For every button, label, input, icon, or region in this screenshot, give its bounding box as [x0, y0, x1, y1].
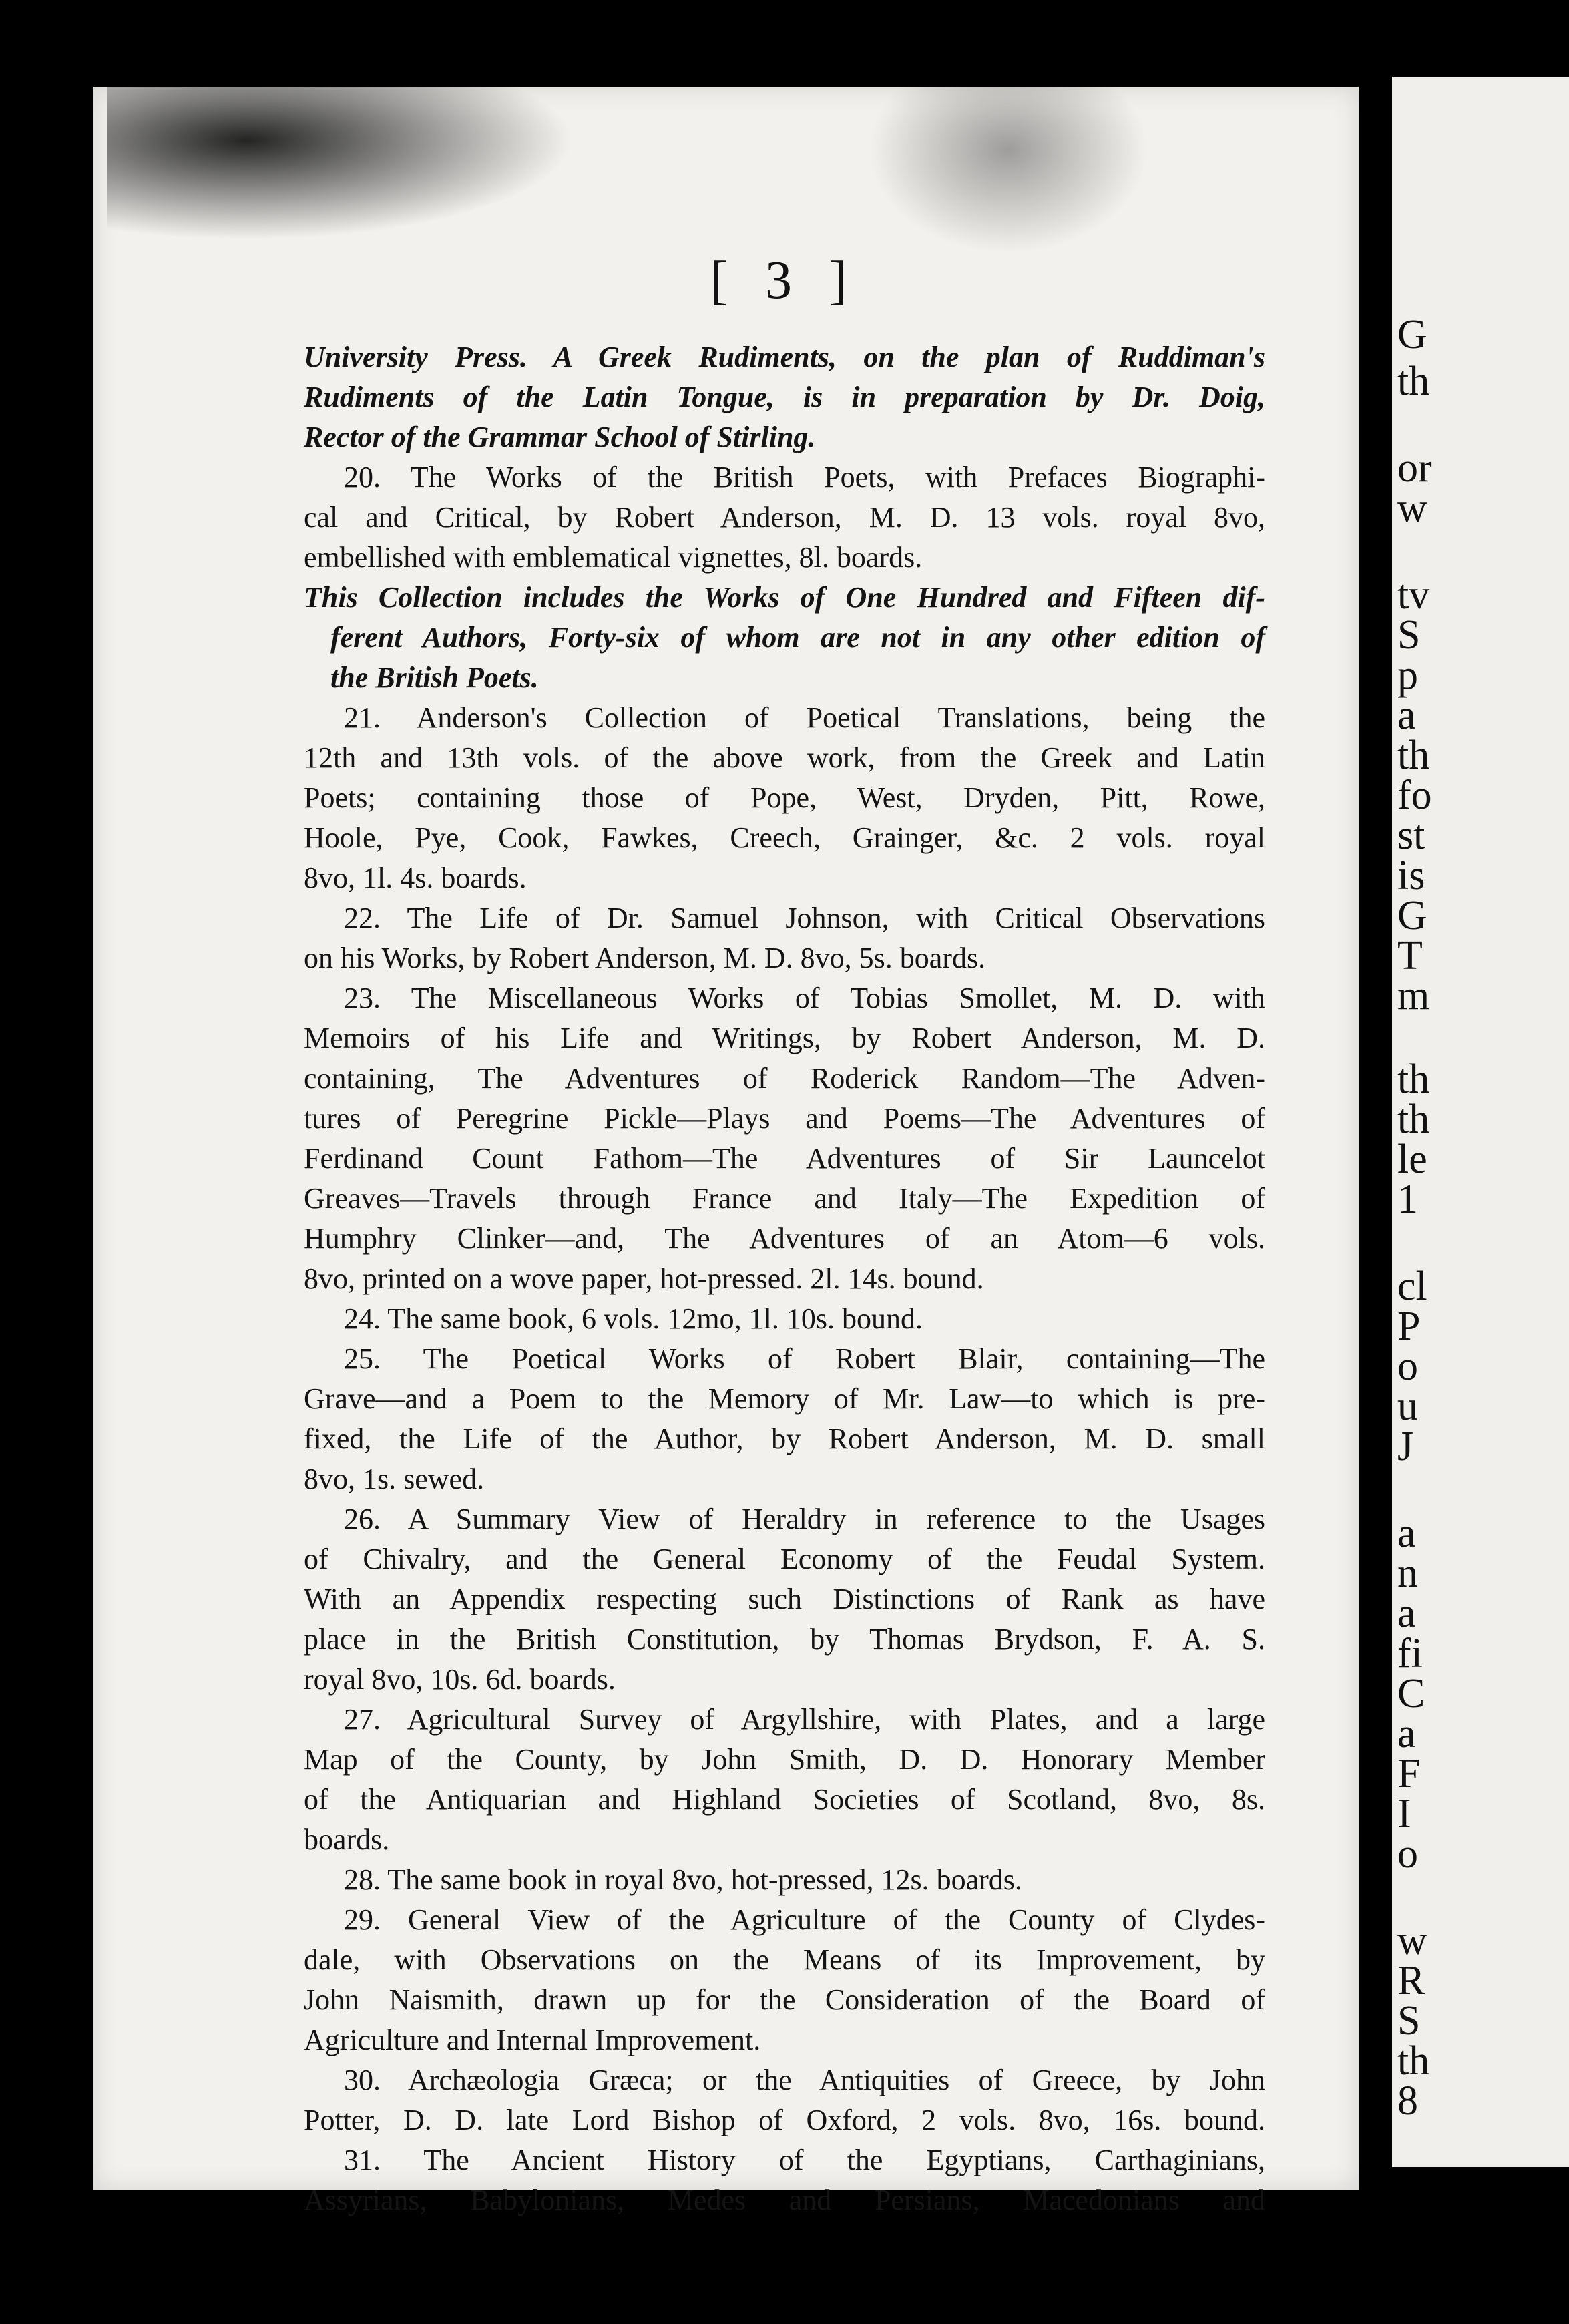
facing-page-fragment: le — [1397, 1137, 1427, 1182]
text-line: This Collection includes the Works of One Hundred and Fifteen dif- — [304, 581, 1265, 614]
text-line: boards. — [304, 1823, 390, 1856]
text-line: 23. The Miscellaneous Works of Tobias Smollet, M. D. with — [344, 982, 1265, 1014]
text-line: 28. The same book in royal 8vo, hot-pressed, 12s. boards. — [344, 1863, 1022, 1896]
facing-page-fragment: a — [1397, 1711, 1416, 1756]
text-line: place in the British Constitution, by Thomas Brydson, F. A. S. — [304, 1623, 1265, 1656]
ink-stain — [107, 73, 574, 240]
text-line: 8vo, printed on a wove paper, hot-pressed. 2l. 14s. bound. — [304, 1262, 984, 1295]
text-line: John Naismith, drawn up for the Consideration of the Board of — [304, 1983, 1265, 2016]
text-line: Greaves—Travels through France and Italy—The Expedition of — [304, 1182, 1265, 1215]
text-line: Ferdinand Count Fathom—The Adventures of Sir Launcelot — [304, 1142, 1265, 1175]
facing-page-fragment: G — [1397, 312, 1427, 357]
facing-page-fragment: w — [1397, 1918, 1427, 1963]
text-line: Poets; containing those of Pope, West, Dryden, Pitt, Rowe, — [304, 781, 1265, 814]
text-line: 27. Agricultural Survey of Argyllshire, with Plates, and a large — [344, 1703, 1265, 1736]
text-line: Agriculture and Internal Improvement. — [304, 2023, 761, 2056]
text-line: cal and Critical, by Robert Anderson, M. D. 13 vols. royal 8vo, — [304, 501, 1265, 534]
facing-page — [1392, 77, 1569, 2167]
facing-page-fragment: th — [1397, 733, 1430, 778]
facing-page-fragment: m — [1397, 973, 1430, 1018]
facing-page-fragment: th — [1397, 2038, 1430, 2084]
facing-page-fragment: 8 — [1397, 2078, 1418, 2124]
text-line: 24. The same book, 6 vols. 12mo, 1l. 10s. bound. — [344, 1302, 923, 1335]
text-line: the British Poets. — [330, 661, 539, 694]
facing-page-fragment: J — [1397, 1424, 1414, 1469]
text-line: dale, with Observations on the Means of its Improvement, by — [304, 1943, 1265, 1976]
text-line: of the Antiquarian and Highland Societies of Scotland, 8vo, 8s. — [304, 1783, 1265, 1816]
text-line: 31. The Ancient History of the Egyptians, Carthaginians, — [344, 2144, 1265, 2176]
text-line: 8vo, 1l. 4s. boards. — [304, 861, 527, 894]
facing-page-fragment: th — [1397, 1056, 1430, 1102]
facing-page-fragment: a — [1397, 693, 1416, 738]
ink-stain — [868, 80, 1148, 254]
text-line: Memoirs of his Life and Writings, by Robert Anderson, M. D. — [304, 1022, 1265, 1054]
facing-page-fragment: 1 — [1397, 1177, 1418, 1222]
text-line: 20. The Works of the British Poets, with Prefaces Biographi- — [344, 461, 1265, 494]
facing-page-fragment: w — [1397, 486, 1427, 531]
text-line: 21. Anderson's Collection of Poetical Translations, being the — [344, 701, 1265, 734]
facing-page-fragment: st — [1397, 813, 1425, 858]
text-line: Grave—and a Poem to the Memory of Mr. Law—to which is pre- — [304, 1382, 1265, 1415]
text-line: Potter, D. D. late Lord Bishop of Oxford, 2 vols. 8vo, 16s. bound. — [304, 2104, 1265, 2136]
facing-page-fragment: fi — [1397, 1631, 1423, 1676]
facing-page-fragment: th — [1397, 359, 1430, 404]
catalogue-text — [304, 337, 1265, 2220]
facing-page-fragment: P — [1397, 1304, 1421, 1349]
facing-page-fragment: a — [1397, 1591, 1416, 1636]
text-line: 26. A Summary View of Heraldry in reference to the Usages — [344, 1503, 1265, 1535]
text-line: Map of the County, by John Smith, D. D. Honorary Member — [304, 1743, 1265, 1776]
text-line: Hoole, Pye, Cook, Fawkes, Creech, Grainger, &c. 2 vols. royal — [304, 821, 1265, 854]
text-line: 29. General View of the Agriculture of the County of Clydes- — [344, 1903, 1265, 1936]
text-line: of Chivalry, and the General Economy of the Feudal System. — [304, 1543, 1265, 1575]
text-line: Rector of the Grammar School of Stirling. — [304, 421, 816, 453]
text-line: 25. The Poetical Works of Robert Blair, containing—The — [344, 1342, 1265, 1375]
facing-page-fragment: F — [1397, 1751, 1421, 1796]
text-line: 12th and 13th vols. of the above work, from the Greek and Latin — [304, 741, 1265, 774]
facing-page-fragment: fo — [1397, 773, 1432, 818]
facing-page-fragment: G — [1397, 893, 1427, 938]
text-line: royal 8vo, 10s. 6d. boards. — [304, 1663, 616, 1696]
facing-page-fragment: S — [1397, 612, 1421, 658]
facing-page-fragment: cl — [1397, 1264, 1427, 1309]
facing-page-fragment: tv — [1397, 572, 1430, 618]
text-line: embellished with emblematical vignettes, 8l. boards. — [304, 541, 923, 574]
text-line: Humphry Clinker—and, The Adventures of an Atom—6 vols. — [304, 1222, 1265, 1255]
facing-page-fragment: S — [1397, 1998, 1421, 2044]
facing-page-fragment: T — [1397, 933, 1423, 978]
text-line: Assyrians, Babylonians, Medes and Persians, Macedonians and — [304, 2184, 1265, 2216]
facing-page-fragment: th — [1397, 1097, 1430, 1142]
facing-page-fragment: or — [1397, 445, 1432, 491]
text-line: tures of Peregrine Pickle—Plays and Poems—The Adventures of — [304, 1102, 1265, 1135]
facing-page-fragment: n — [1397, 1551, 1418, 1596]
text-line: 8vo, 1s. sewed. — [304, 1463, 485, 1495]
facing-page-fragment: o — [1397, 1344, 1418, 1389]
text-line: 30. Archæologia Græca; or the Antiquities of Greece, by John — [344, 2064, 1265, 2096]
facing-page-fragment: a — [1397, 1511, 1416, 1556]
facing-page-fragment: o — [1397, 1831, 1418, 1877]
text-line: 22. The Life of Dr. Samuel Johnson, with Critical Observations — [344, 902, 1265, 934]
text-line: Rudiments of the Latin Tongue, is in preparation by Dr. Doig, — [304, 381, 1265, 413]
page-number: [ 3 ] — [710, 251, 859, 310]
facing-page-fragment: u — [1397, 1384, 1418, 1429]
text-line: University Press. A Greek Rudiments, on the plan of Ruddiman's — [304, 341, 1265, 373]
text-line: fixed, the Life of the Author, by Robert Anderson, M. D. small — [304, 1422, 1265, 1455]
facing-page-fragment: is — [1397, 853, 1425, 898]
text-line: on his Works, by Robert Anderson, M. D. 8vo, 5s. boards. — [304, 942, 986, 974]
text-line: containing, The Adventures of Roderick Random—The Adven- — [304, 1062, 1265, 1095]
text-line: With an Appendix respecting such Distinctions of Rank as have — [304, 1583, 1265, 1615]
facing-page-fragment: p — [1397, 652, 1418, 698]
facing-page-fragment: C — [1397, 1671, 1425, 1716]
facing-page-fragment: R — [1397, 1958, 1425, 2003]
facing-page-fragment: I — [1397, 1791, 1411, 1836]
text-line: ferent Authors, Forty-six of whom are not in any other edition of — [330, 621, 1265, 654]
